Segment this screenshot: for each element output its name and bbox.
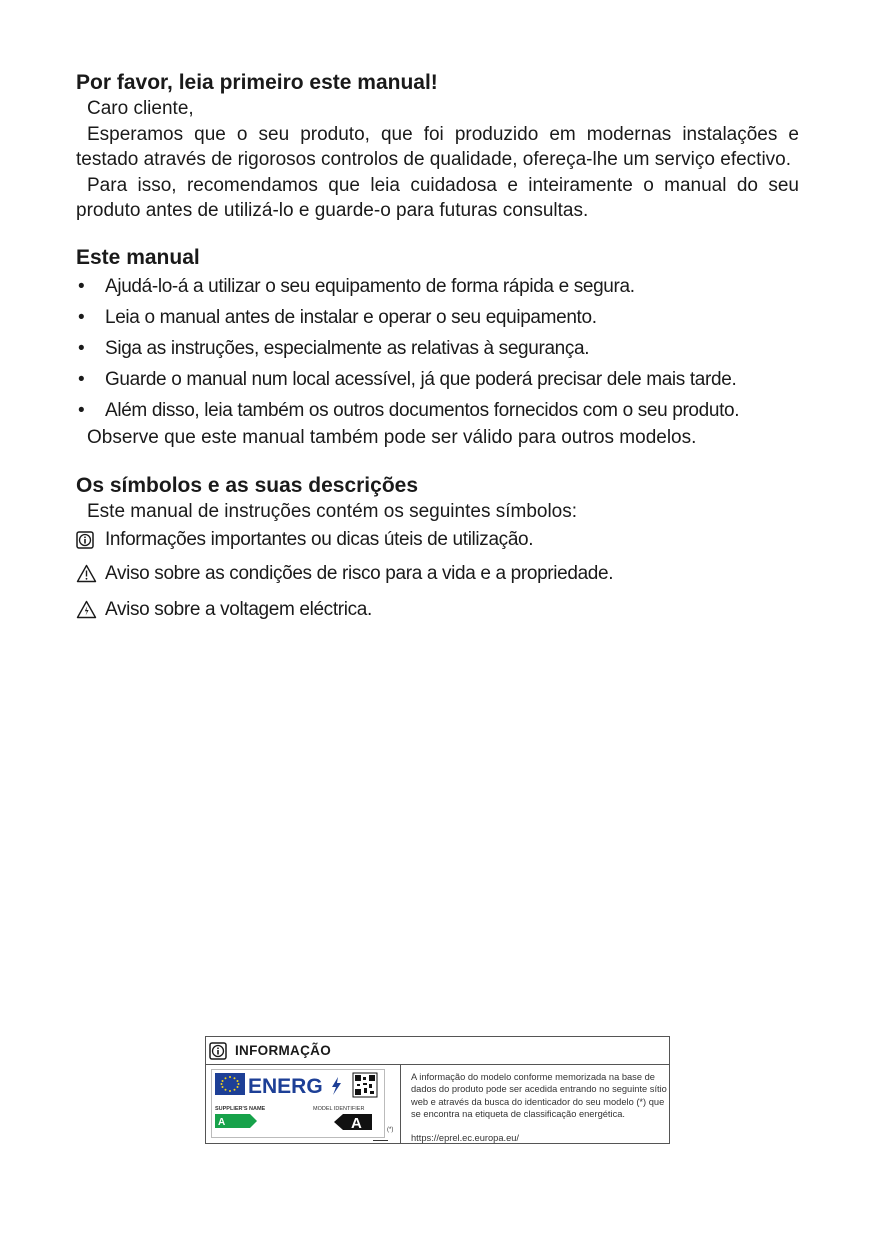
leader-line xyxy=(373,1140,388,1141)
symbol-description: Aviso sobre as condições de risco para a vida e a propriedade. xyxy=(105,562,614,584)
symbols-intro: Este manual de instruções contém os seguintes símbolos: xyxy=(87,501,578,522)
lightning-icon xyxy=(332,1077,341,1095)
bullet-icon: • xyxy=(78,306,85,328)
symbol-description: Aviso sobre a voltagem eléctrica. xyxy=(105,598,372,620)
symbol-row xyxy=(76,556,799,592)
greeting: Caro cliente, xyxy=(87,98,194,119)
symbol-row xyxy=(76,525,799,556)
information-text-block xyxy=(400,1065,669,1143)
intro-title: Por favor, leia primeiro este manual! xyxy=(76,71,438,94)
information-header xyxy=(206,1037,669,1065)
energy-label xyxy=(211,1069,385,1138)
symbol-row xyxy=(76,592,799,628)
manual-bullet-list xyxy=(76,271,799,426)
intro-paragraph: Esperamos que o seu produto, que foi produzido em modernas instalações e testado através de rigorosos controlos de qualidade, ofereça-lhe um serviço efectivo. xyxy=(76,123,799,170)
class-low-letter: A xyxy=(218,1117,226,1128)
intro-paragraph: Para isso, recomendamos que leia cuidadosa e inteiramente o manual do seu produto antes de utilizá-lo e guarde-o para futuras consultas. xyxy=(76,174,799,221)
bullet-icon: • xyxy=(78,337,85,359)
info-icon xyxy=(209,1042,227,1060)
bullet-icon: • xyxy=(78,275,85,297)
model-marker: (*) xyxy=(387,1127,394,1133)
class-high-letter: A xyxy=(351,1115,362,1132)
energy-word: ENERG xyxy=(248,1075,323,1098)
manual-title: Este manual xyxy=(76,245,200,269)
page-content xyxy=(76,70,799,628)
supplier-name: SUPPLIER'S NAME xyxy=(215,1106,266,1112)
information-title: INFORMAÇÃO xyxy=(235,1043,331,1058)
bullet-icon: • xyxy=(78,368,85,390)
list-item: • Siga as instruções, especialmente as relativas à segurança. xyxy=(76,333,799,364)
electric-warning-icon xyxy=(76,600,97,619)
list-item: • Além disso, leia também os outros documentos fornecidos com o seu produto. xyxy=(76,395,799,426)
list-item: • Leia o manual antes de instalar e operar o seu equipamento. xyxy=(76,302,799,333)
eprel-link[interactable]: https://eprel.ec.europa.eu/ xyxy=(411,1133,520,1144)
list-item: • Guarde o manual num local acessível, já que poderá precisar dele mais tarde. xyxy=(76,364,799,395)
information-box xyxy=(205,1036,670,1144)
model-identifier: MODEL IDENTIFIER xyxy=(313,1106,365,1112)
information-text: A informação do modelo conforme memorizada na base de dados do produto pode ser acedida entrando no seguinte sítio web e através da busca do identicador do seu modelo (*) que se encontra na etiqueta de classificação energética. xyxy=(411,1072,667,1119)
manual-note: Observe que este manual também pode ser válido para outros modelos. xyxy=(87,426,697,448)
list-item: • Ajudá-lo-á a utilizar o seu equipamento de forma rápida e segura. xyxy=(76,271,799,302)
symbol-description: Informações importantes ou dicas úteis de utilização. xyxy=(105,529,534,550)
warning-icon xyxy=(76,564,97,583)
info-icon xyxy=(76,531,94,549)
symbols-title: Os símbolos e as suas descrições xyxy=(76,474,419,497)
qr-code-icon xyxy=(353,1073,377,1097)
bullet-icon: • xyxy=(78,399,85,421)
